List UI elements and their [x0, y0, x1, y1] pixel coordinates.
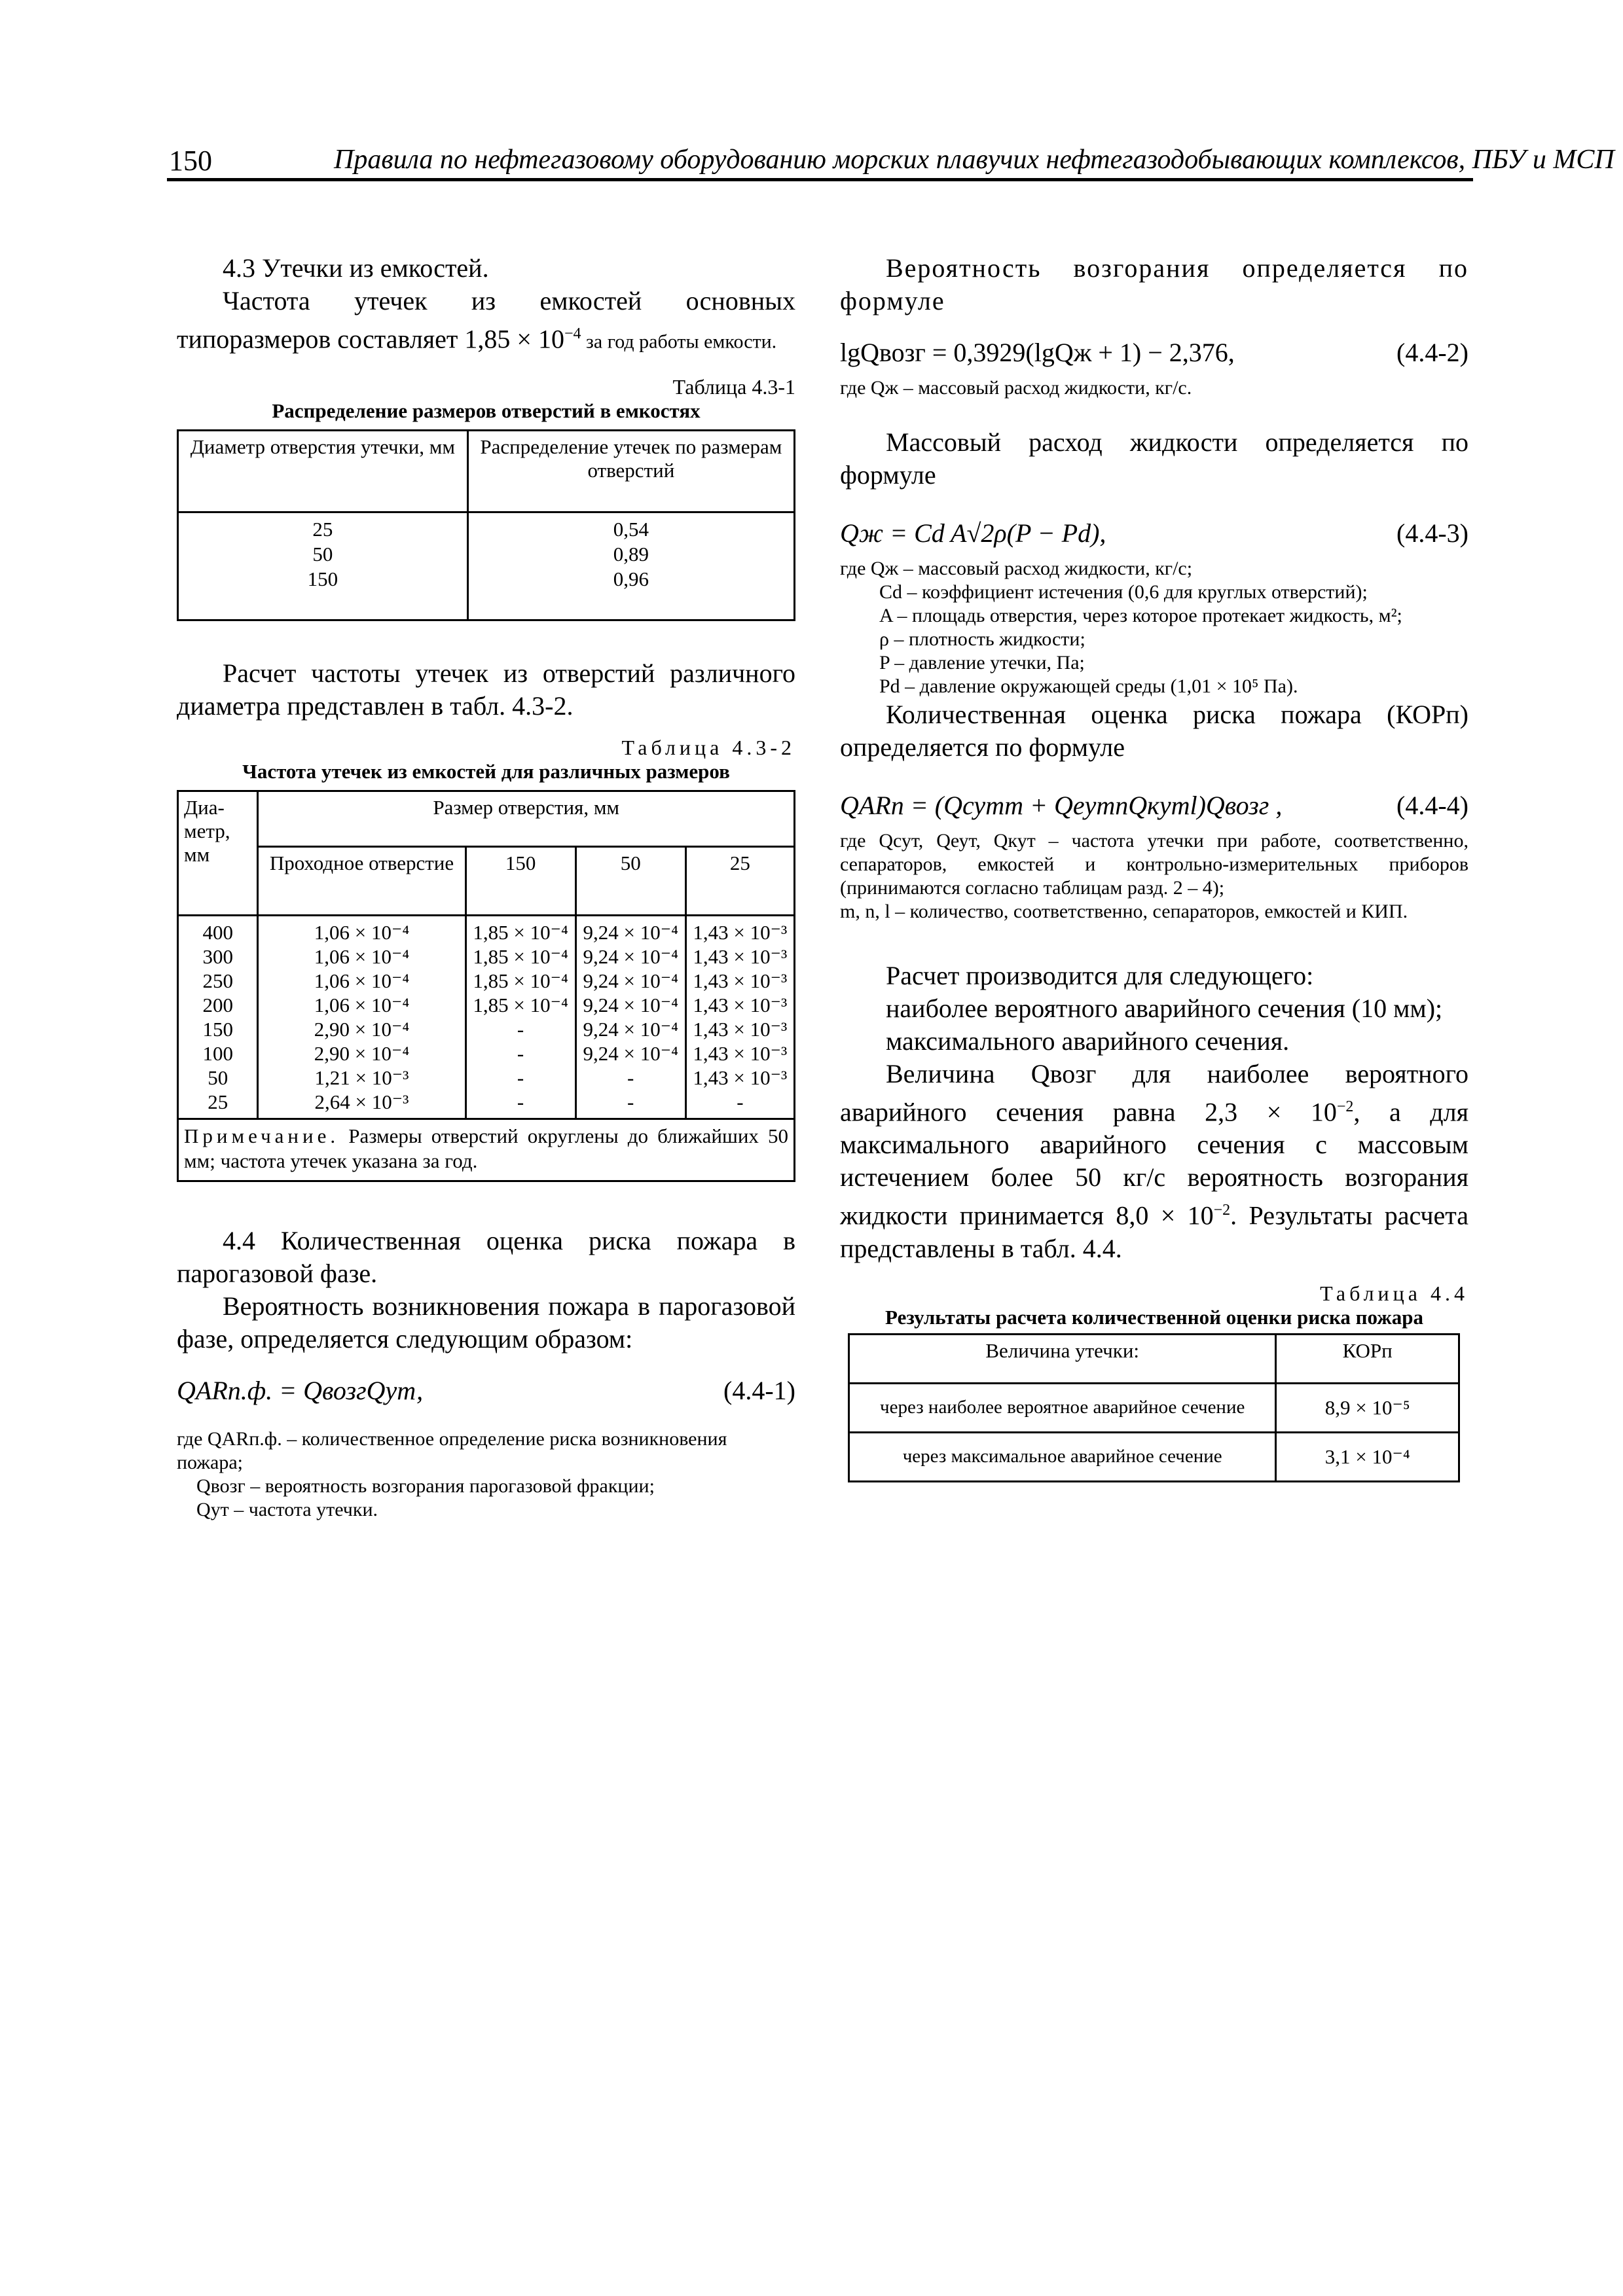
t431-header-dist: Распределение утечек по размерам отверстий: [467, 431, 794, 512]
formula-4-4-4: [840, 790, 1468, 829]
t44-row-1-label: через максимальное аварийное сечение: [849, 1432, 1276, 1481]
t431-d-2: 150: [307, 567, 338, 591]
right-paragraph-4: Расчет производится для следующего:: [886, 961, 1314, 990]
t432-cell: 1,06 × 10⁻⁴: [314, 969, 410, 993]
t432-cell: 1,43 × 10⁻³: [693, 945, 788, 969]
formula-4-4-3-number: (4.4-3): [1396, 518, 1468, 548]
p7c: . Результаты расчета представлены в табл. 4.4.: [840, 1200, 1468, 1263]
header-rule: [167, 178, 1473, 181]
formula-4-4-2: [840, 337, 1468, 376]
section-4-4-paragraph: Вероятность возникновения пожара в парогазовой фазе, определяется следующим образом:: [177, 1291, 795, 1354]
formula-4-4-3-expr: Qж = Cd A√2ρ(P − Pd),: [840, 518, 1106, 548]
t432-cell: -: [517, 1018, 524, 1041]
t432-sub-0: Проходное отверстие: [258, 847, 465, 916]
right-paragraph-7: [840, 1058, 1468, 1265]
formula-4-4-1-expr: QARп.ф. = QвозгQут,: [177, 1376, 424, 1406]
t432-cell: 2,64 × 10⁻³: [314, 1090, 409, 1114]
t431-value-cell: [467, 512, 794, 620]
where-line: Pd – давление окружающей среды (1,01 × 10⁵ Па).: [879, 675, 1298, 697]
t432-cell: 1,43 × 10⁻³: [693, 994, 788, 1017]
section-4-3-heading: 4.3 Утечки из емкостей.: [223, 253, 489, 283]
t432-note: [178, 1119, 795, 1181]
t432-cell: 1,85 × 10⁻⁴: [473, 945, 568, 969]
t432-header-diam: Диа-метр, мм: [178, 791, 258, 916]
right-paragraph-5: наиболее вероятного аварийного сечения (10 мм);: [886, 994, 1443, 1023]
right-paragraph-1: Вероятность возгорания определяется по формуле: [840, 253, 1468, 315]
formula-4-4-2-number: (4.4-2): [1396, 338, 1468, 367]
t432-cell: 1,43 × 10⁻³: [693, 969, 788, 993]
running-title: Правила по нефтегазовому оборудованию морских плавучих нефтегазодобывающих комплексов, ПБУ и МСП: [334, 145, 1614, 175]
formula-4-4-1-where: [177, 1427, 795, 1522]
t432-d-1: 300: [202, 945, 233, 969]
t432-cell: 1,43 × 10⁻³: [693, 921, 788, 944]
table-4-3-2: [177, 790, 795, 1182]
t432-cell: 1,43 × 10⁻³: [693, 1018, 788, 1041]
where-line: ρ – плотность жидкости;: [879, 628, 1085, 650]
where-line: A – площадь отверстия, через которое протекает жидкость, м²;: [879, 605, 1402, 626]
t432-cell: -: [517, 1042, 524, 1066]
p7a: Величина Qвозг для наиболее вероятного аварийного сечения равна 2,3 × 10: [840, 1059, 1468, 1127]
p7a-exp: −2: [1336, 1098, 1354, 1115]
table-4-3-2-title: Частота утечек из емкостей для различных размеров: [242, 760, 730, 783]
right-paragraph-2: Массовый расход жидкости определяется по формуле: [840, 427, 1468, 490]
p7b-exp: −2: [1213, 1202, 1231, 1219]
t431-v-1: 0,89: [613, 543, 649, 566]
formula-4-4-2-where: где Qж – массовый расход жидкости, кг/с.: [840, 377, 1192, 399]
where-line: Qут – частота утечки.: [196, 1499, 378, 1521]
t431-header-diam: Диаметр отверстия утечки, мм: [178, 431, 468, 512]
table-4-3-2-number: Таблица 4.3-2: [621, 736, 795, 760]
where-line: P – давление утечки, Па;: [879, 652, 1085, 673]
formula-4-4-4-number: (4.4-4): [1396, 791, 1468, 820]
t432-cell: 1,43 × 10⁻³: [693, 1042, 788, 1066]
t44-row-0-value: 8,9 × 10⁻⁵: [1276, 1383, 1459, 1432]
t44-header-2: КОРп: [1276, 1334, 1459, 1383]
t432-d-6: 50: [208, 1066, 228, 1090]
t432-cell: 1,85 × 10⁻⁴: [473, 921, 568, 944]
t431-diam-cell: [178, 512, 468, 620]
section-4-3-paragraph: [177, 285, 795, 355]
formula-4-4-2-expr: lgQвозг = 0,3929(lgQж + 1) − 2,376,: [840, 338, 1235, 367]
t431-v-0: 0,54: [613, 518, 649, 541]
t432-diam-col: [178, 916, 258, 1119]
t432-cell: 1,21 × 10⁻³: [314, 1066, 409, 1090]
t432-cell: 1,06 × 10⁻⁴: [314, 994, 410, 1017]
t432-cell: 1,85 × 10⁻⁴: [473, 969, 568, 993]
t432-cell: -: [517, 1090, 524, 1114]
where-line: где Qж – массовый расход жидкости, кг/с;: [840, 558, 1193, 579]
where-line: m, n, l – количество, соответственно, сепараторов, емкостей и КИП.: [840, 901, 1408, 922]
t432-d-3: 200: [202, 994, 233, 1017]
t432-cell: 1,06 × 10⁻⁴: [314, 921, 410, 944]
t432-cell: 1,43 × 10⁻³: [693, 1066, 788, 1090]
t432-cell: -: [517, 1066, 524, 1090]
t432-note-text: Размеры отверстий округлены до ближайших 50 мм; частота утечек указана за год.: [184, 1124, 788, 1173]
where-line: Cd – коэффициент истечения (0,6 для круглых отверстий);: [879, 581, 1368, 603]
formula-4-4-3-where: [840, 557, 1468, 698]
t432-cell: 9,24 × 10⁻⁴: [583, 1018, 678, 1041]
t432-header-size: Размер отверстия, мм: [258, 791, 795, 847]
s43-tail: за год работы емкости.: [581, 331, 777, 353]
section-4-4-heading: 4.4 Количественная оценка риска пожара в парогазовой фазе.: [177, 1226, 795, 1289]
t432-cell: 1,06 × 10⁻⁴: [314, 945, 410, 969]
s43-exp: −4: [564, 325, 581, 342]
t44-header-1: Величина утечки:: [849, 1334, 1276, 1383]
table-4-4-number: Таблица 4.4: [1320, 1281, 1468, 1305]
t432-d-7: 25: [208, 1090, 228, 1114]
table-4-4: [848, 1333, 1460, 1482]
t432-cell: -: [627, 1090, 634, 1114]
table-4-3-1: [177, 429, 795, 621]
table-4-3-1-number: Таблица 4.3-1: [672, 375, 795, 399]
t432-cell: -: [737, 1090, 744, 1114]
s43-text: Частота утечек из емкостей основных типоразмеров составляет 1,85 × 10: [177, 286, 795, 354]
formula-4-4-1-number: (4.4-1): [723, 1376, 795, 1406]
t432-cell: 1,85 × 10⁻⁴: [473, 994, 568, 1017]
right-paragraph-6: максимального аварийного сечения.: [886, 1026, 1290, 1056]
t432-cell: 2,90 × 10⁻⁴: [314, 1042, 410, 1066]
t432-d-4: 150: [202, 1018, 233, 1041]
t432-col-0: [258, 916, 465, 1119]
t432-d-5: 100: [202, 1042, 233, 1066]
t432-col-1: [465, 916, 575, 1119]
page-number: 150: [169, 145, 212, 177]
t431-d-0: 25: [312, 518, 333, 541]
t432-sub-2: 50: [575, 847, 685, 916]
where-line: где QARп.ф. – количественное определение риска возникновения пожара;: [177, 1428, 727, 1474]
left-column: [177, 252, 795, 1522]
formula-4-4-4-expr: QARп = (Qсутm + QеутnQкутl)Qвозг ,: [840, 791, 1283, 820]
t432-col-2: [575, 916, 685, 1119]
table-4-4-title: Результаты расчета количественной оценки риска пожара: [885, 1305, 1423, 1329]
where-line: где Qсут, Qеут, Qкут – частота утечки при работе, соответственно, сепараторов, емкостей и контрольно-измерительных приборов (принимаются согласно таблицам разд. 2 – 4);: [840, 830, 1468, 899]
table-4-3-1-title: Распределение размеров отверстий в емкостях: [272, 399, 701, 423]
formula-4-4-3: [840, 518, 1468, 557]
t432-cell: 9,24 × 10⁻⁴: [583, 921, 678, 944]
right-column: [840, 252, 1468, 1482]
t432-sub-3: 25: [685, 847, 794, 916]
formula-4-4-1: [177, 1375, 795, 1414]
t432-cell: 9,24 × 10⁻⁴: [583, 945, 678, 969]
where-line: Qвозг – вероятность возгорания парогазовой фракции;: [196, 1475, 655, 1498]
t432-cell: -: [627, 1066, 634, 1090]
t44-row-1-value: 3,1 × 10⁻⁴: [1276, 1432, 1459, 1481]
t432-note-label: Примечание.: [184, 1124, 340, 1148]
formula-4-4-4-where: [840, 829, 1468, 924]
t432-d-2: 250: [202, 969, 233, 993]
t432-cell: 9,24 × 10⁻⁴: [583, 969, 678, 993]
t432-sub-1: 150: [465, 847, 575, 916]
t44-row-0-label: через наиболее вероятное аварийное сечение: [849, 1383, 1276, 1432]
t431-d-1: 50: [312, 543, 333, 566]
t432-d-0: 400: [202, 921, 233, 944]
right-paragraph-3: Количественная оценка риска пожара (КОРп) определяется по формуле: [840, 700, 1468, 762]
t432-cell: 9,24 × 10⁻⁴: [583, 1042, 678, 1066]
t431-v-2: 0,96: [613, 567, 649, 591]
p7b: , а для максимального аварийного сечения с массовым истечением более 50 кг/с вероятность возгорания жидкости принимается 8,0 × 10: [840, 1097, 1468, 1230]
t432-col-3: [685, 916, 794, 1119]
t432-cell: 9,24 × 10⁻⁴: [583, 994, 678, 1017]
paragraph-after-table-4-3-1: Расчет частоты утечек из отверстий различного диаметра представлен в табл. 4.3-2.: [177, 658, 795, 721]
t432-cell: 2,90 × 10⁻⁴: [314, 1018, 410, 1041]
